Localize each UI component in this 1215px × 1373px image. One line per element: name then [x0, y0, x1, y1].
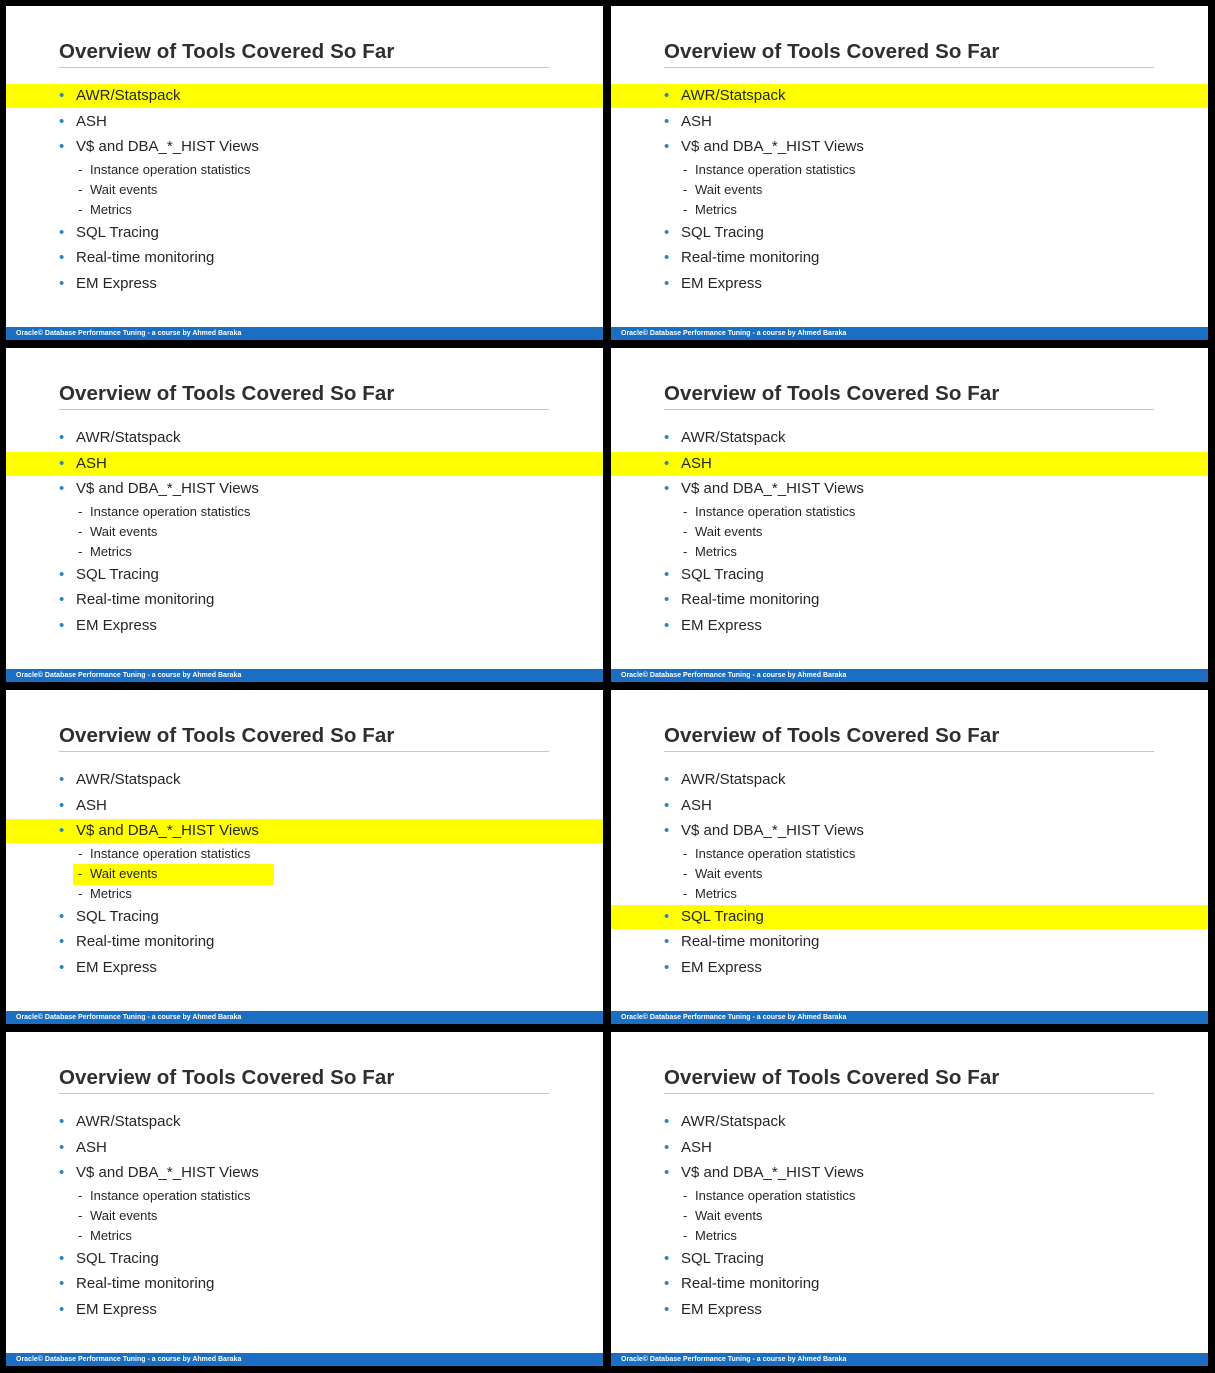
- bullet-item: [611, 930, 1208, 954]
- footer-text: Oracle© Database Performance Tuning - a course by Ahmed Baraka: [621, 1356, 847, 1363]
- slide-title: Overview of Tools Covered So Far: [664, 724, 1000, 747]
- bullet-item: [6, 1298, 603, 1322]
- bullet-label: EM Express: [76, 1301, 157, 1318]
- footer-text: Oracle© Database Performance Tuning - a course by Ahmed Baraka: [16, 672, 242, 679]
- sub-bullet-item: [73, 522, 274, 543]
- bullet-label: V$ and DBA_*_HIST Views: [76, 822, 259, 839]
- footer-text: Oracle© Database Performance Tuning - a course by Ahmed Baraka: [16, 330, 242, 337]
- bullet-dot-icon: •: [59, 591, 65, 608]
- bullet-label: ASH: [76, 797, 107, 814]
- bullet-label: EM Express: [681, 275, 762, 292]
- sub-bullet-label: Instance operation statistics: [90, 504, 251, 519]
- sub-bullet-item: [73, 502, 274, 523]
- footer-text: Oracle© Database Performance Tuning - a course by Ahmed Baraka: [16, 1356, 242, 1363]
- footer-bar: [6, 327, 603, 340]
- bullet-item: [611, 1110, 1208, 1134]
- bullet-label: V$ and DBA_*_HIST Views: [681, 1164, 864, 1181]
- footer-bar: [6, 1011, 603, 1024]
- bullet-dot-icon: •: [664, 1164, 670, 1181]
- sub-bullet-label: Instance operation statistics: [695, 504, 856, 519]
- dash-icon: -: [78, 1188, 83, 1203]
- bullet-item: [611, 956, 1208, 980]
- bullet-dot-icon: •: [664, 138, 670, 155]
- bullet-label: AWR/Statspack: [76, 87, 181, 104]
- dash-icon: -: [78, 1228, 83, 1243]
- bullet-dot-icon: •: [664, 429, 670, 446]
- title-divider: [664, 67, 1154, 68]
- dash-icon: -: [78, 846, 83, 861]
- bullet-item: [611, 221, 1208, 245]
- bullet-dot-icon: •: [59, 1139, 65, 1156]
- bullet-dot-icon: •: [59, 275, 65, 292]
- slide-title: Overview of Tools Covered So Far: [664, 382, 1000, 405]
- sub-bullet-label: Wait events: [90, 866, 158, 881]
- title-divider: [59, 1093, 549, 1094]
- dash-icon: -: [78, 524, 83, 539]
- dash-icon: -: [78, 544, 83, 559]
- bullet-dot-icon: •: [664, 933, 670, 950]
- bullet-dot-icon: •: [59, 1113, 65, 1130]
- slide-title: Overview of Tools Covered So Far: [59, 40, 395, 63]
- sub-bullet-item: [678, 844, 879, 865]
- bullet-label: SQL Tracing: [76, 908, 159, 925]
- bullet-dot-icon: •: [59, 249, 65, 266]
- bullet-label: SQL Tracing: [681, 1250, 764, 1267]
- bullet-item: [611, 246, 1208, 270]
- bullet-label: AWR/Statspack: [681, 87, 786, 104]
- bullet-dot-icon: •: [664, 959, 670, 976]
- bullet-item: [611, 1161, 1208, 1185]
- title-divider: [664, 751, 1154, 752]
- slide-title: Overview of Tools Covered So Far: [664, 40, 1000, 63]
- sub-bullet-label: Metrics: [90, 202, 132, 217]
- bullet-item: [611, 110, 1208, 134]
- bullet-item: [6, 426, 603, 450]
- bullet-label: SQL Tracing: [681, 908, 764, 925]
- sub-bullet-label: Instance operation statistics: [90, 1188, 251, 1203]
- bullet-dot-icon: •: [664, 908, 670, 925]
- bullet-label: AWR/Statspack: [681, 1113, 786, 1130]
- footer-text: Oracle© Database Performance Tuning - a course by Ahmed Baraka: [16, 1014, 242, 1021]
- bullet-dot-icon: •: [664, 275, 670, 292]
- bullet-dot-icon: •: [59, 1301, 65, 1318]
- bullet-dot-icon: •: [664, 1275, 670, 1292]
- footer-bar: [611, 1011, 1208, 1024]
- sub-bullet-item: [678, 200, 879, 221]
- sub-bullet-item: [678, 864, 879, 885]
- bullet-item: [6, 956, 603, 980]
- bullet-dot-icon: •: [59, 138, 65, 155]
- sub-bullet-item: [73, 864, 274, 885]
- bullet-label: Real-time monitoring: [681, 249, 820, 266]
- bullet-label: EM Express: [681, 959, 762, 976]
- bullet-label: EM Express: [76, 617, 157, 634]
- dash-icon: -: [683, 866, 688, 881]
- dash-icon: -: [78, 866, 83, 881]
- bullet-dot-icon: •: [664, 224, 670, 241]
- dash-icon: -: [683, 1228, 688, 1243]
- bullet-item: [6, 905, 603, 929]
- bullet-label: EM Express: [76, 275, 157, 292]
- sub-bullet-label: Instance operation statistics: [695, 1188, 856, 1203]
- title-divider: [664, 409, 1154, 410]
- bullet-item: [6, 1161, 603, 1185]
- bullet-dot-icon: •: [664, 113, 670, 130]
- sub-bullet-item: [73, 844, 274, 865]
- bullet-label: SQL Tracing: [76, 566, 159, 583]
- bullet-label: EM Express: [76, 959, 157, 976]
- footer-bar: [6, 669, 603, 682]
- sub-bullet-item: [678, 542, 879, 563]
- bullet-item: [6, 84, 603, 108]
- bullet-dot-icon: •: [59, 933, 65, 950]
- sub-bullet-item: [678, 1206, 879, 1227]
- bullet-item: [611, 819, 1208, 843]
- bullet-dot-icon: •: [59, 797, 65, 814]
- bullet-label: ASH: [681, 797, 712, 814]
- dash-icon: -: [683, 1188, 688, 1203]
- dash-icon: -: [683, 524, 688, 539]
- bullet-dot-icon: •: [664, 1113, 670, 1130]
- sub-bullet-label: Metrics: [90, 886, 132, 901]
- bullet-label: SQL Tracing: [76, 1250, 159, 1267]
- bullet-label: ASH: [681, 1139, 712, 1156]
- title-divider: [59, 409, 549, 410]
- bullet-item: [6, 477, 603, 501]
- bullet-label: V$ and DBA_*_HIST Views: [76, 138, 259, 155]
- bullet-item: [6, 246, 603, 270]
- bullet-label: V$ and DBA_*_HIST Views: [681, 138, 864, 155]
- bullet-dot-icon: •: [664, 249, 670, 266]
- bullet-dot-icon: •: [59, 429, 65, 446]
- slide-panel: [6, 348, 603, 682]
- bullet-dot-icon: •: [664, 822, 670, 839]
- bullet-dot-icon: •: [664, 1301, 670, 1318]
- footer-bar: [6, 1353, 603, 1366]
- bullet-label: AWR/Statspack: [76, 1113, 181, 1130]
- sub-bullet-item: [73, 1186, 274, 1207]
- bullet-dot-icon: •: [59, 455, 65, 472]
- sub-bullet-item: [73, 200, 274, 221]
- dash-icon: -: [683, 544, 688, 559]
- bullet-label: Real-time monitoring: [76, 591, 215, 608]
- bullet-item: [611, 1272, 1208, 1296]
- bullet-label: AWR/Statspack: [681, 429, 786, 446]
- bullet-label: V$ and DBA_*_HIST Views: [76, 480, 259, 497]
- bullet-item: [6, 768, 603, 792]
- bullet-item: [6, 819, 603, 843]
- bullet-label: ASH: [681, 113, 712, 130]
- bullet-label: SQL Tracing: [76, 224, 159, 241]
- bullet-label: ASH: [76, 1139, 107, 1156]
- bullet-label: SQL Tracing: [681, 224, 764, 241]
- sub-bullet-item: [678, 522, 879, 543]
- bullet-label: Real-time monitoring: [681, 933, 820, 950]
- bullet-item: [6, 221, 603, 245]
- sub-bullet-label: Metrics: [695, 202, 737, 217]
- sub-bullet-item: [73, 1226, 274, 1247]
- bullet-dot-icon: •: [664, 797, 670, 814]
- bullet-dot-icon: •: [664, 771, 670, 788]
- bullet-dot-icon: •: [59, 771, 65, 788]
- slide-panel: [611, 690, 1208, 1024]
- bullet-label: Real-time monitoring: [681, 1275, 820, 1292]
- sub-bullet-label: Instance operation statistics: [695, 162, 856, 177]
- title-divider: [59, 67, 549, 68]
- bullet-dot-icon: •: [664, 455, 670, 472]
- sub-bullet-label: Metrics: [90, 544, 132, 559]
- bullet-dot-icon: •: [59, 224, 65, 241]
- bullet-label: V$ and DBA_*_HIST Views: [681, 480, 864, 497]
- footer-bar: [611, 327, 1208, 340]
- bullet-item: [611, 794, 1208, 818]
- sub-bullet-label: Wait events: [695, 182, 763, 197]
- sub-bullet-item: [73, 884, 274, 905]
- sub-bullet-item: [678, 1226, 879, 1247]
- bullet-item: [6, 794, 603, 818]
- bullet-label: AWR/Statspack: [76, 771, 181, 788]
- bullet-item: [6, 614, 603, 638]
- slide-title: Overview of Tools Covered So Far: [59, 382, 395, 405]
- dash-icon: -: [683, 846, 688, 861]
- footer-text: Oracle© Database Performance Tuning - a course by Ahmed Baraka: [621, 1014, 847, 1021]
- bullet-item: [6, 272, 603, 296]
- sub-bullet-label: Wait events: [90, 1208, 158, 1223]
- sub-bullet-label: Wait events: [695, 866, 763, 881]
- sub-bullet-label: Instance operation statistics: [90, 846, 251, 861]
- bullet-dot-icon: •: [59, 959, 65, 976]
- bullet-label: SQL Tracing: [681, 566, 764, 583]
- bullet-item: [611, 272, 1208, 296]
- bullet-item: [6, 1136, 603, 1160]
- bullet-dot-icon: •: [664, 591, 670, 608]
- sub-bullet-label: Metrics: [90, 1228, 132, 1243]
- bullet-item: [611, 426, 1208, 450]
- bullet-item: [6, 930, 603, 954]
- bullet-dot-icon: •: [664, 566, 670, 583]
- bullet-dot-icon: •: [664, 617, 670, 634]
- sub-bullet-item: [678, 160, 879, 181]
- dash-icon: -: [683, 182, 688, 197]
- dash-icon: -: [78, 886, 83, 901]
- bullet-item: [6, 588, 603, 612]
- bullet-item: [611, 1136, 1208, 1160]
- bullet-item: [611, 563, 1208, 587]
- bullet-label: Real-time monitoring: [76, 249, 215, 266]
- bullet-dot-icon: •: [664, 1250, 670, 1267]
- bullet-item: [611, 135, 1208, 159]
- bullet-item: [611, 477, 1208, 501]
- bullet-item: [611, 588, 1208, 612]
- dash-icon: -: [683, 1208, 688, 1223]
- bullet-dot-icon: •: [664, 480, 670, 497]
- sub-bullet-label: Instance operation statistics: [695, 846, 856, 861]
- bullet-label: EM Express: [681, 617, 762, 634]
- footer-bar: [611, 1353, 1208, 1366]
- bullet-label: Real-time monitoring: [76, 933, 215, 950]
- sub-bullet-item: [678, 1186, 879, 1207]
- bullet-dot-icon: •: [59, 822, 65, 839]
- title-divider: [59, 751, 549, 752]
- bullet-item: [6, 110, 603, 134]
- bullet-label: ASH: [681, 455, 712, 472]
- bullet-item: [6, 563, 603, 587]
- dash-icon: -: [78, 504, 83, 519]
- dash-icon: -: [683, 162, 688, 177]
- slide-panel: [6, 690, 603, 1024]
- bullet-label: AWR/Statspack: [76, 429, 181, 446]
- sub-bullet-item: [678, 502, 879, 523]
- sub-bullet-label: Wait events: [90, 524, 158, 539]
- dash-icon: -: [683, 202, 688, 217]
- sub-bullet-label: Instance operation statistics: [90, 162, 251, 177]
- bullet-dot-icon: •: [59, 1164, 65, 1181]
- bullet-dot-icon: •: [59, 566, 65, 583]
- footer-bar: [611, 669, 1208, 682]
- slide-title: Overview of Tools Covered So Far: [59, 724, 395, 747]
- bullet-label: ASH: [76, 455, 107, 472]
- sub-bullet-label: Wait events: [695, 524, 763, 539]
- bullet-item: [611, 84, 1208, 108]
- slide-panel: [6, 1032, 603, 1366]
- bullet-item: [6, 135, 603, 159]
- bullet-label: AWR/Statspack: [681, 771, 786, 788]
- bullet-label: Real-time monitoring: [681, 591, 820, 608]
- bullet-dot-icon: •: [59, 617, 65, 634]
- slide-panel: [611, 1032, 1208, 1366]
- slide-panel: [611, 6, 1208, 340]
- bullet-item: [6, 1110, 603, 1134]
- sub-bullet-item: [73, 1206, 274, 1227]
- sub-bullet-item: [73, 160, 274, 181]
- dash-icon: -: [78, 202, 83, 217]
- dash-icon: -: [683, 504, 688, 519]
- sub-bullet-item: [678, 180, 879, 201]
- bullet-item: [611, 905, 1208, 929]
- slide-panel: [611, 348, 1208, 682]
- slide-title: Overview of Tools Covered So Far: [664, 1066, 1000, 1089]
- bullet-label: EM Express: [681, 1301, 762, 1318]
- bullet-dot-icon: •: [59, 908, 65, 925]
- bullet-item: [6, 452, 603, 476]
- sub-bullet-label: Wait events: [695, 1208, 763, 1223]
- bullet-item: [611, 1298, 1208, 1322]
- sub-bullet-item: [73, 180, 274, 201]
- dash-icon: -: [78, 1208, 83, 1223]
- dash-icon: -: [78, 162, 83, 177]
- bullet-dot-icon: •: [59, 1250, 65, 1267]
- bullet-dot-icon: •: [59, 480, 65, 497]
- bullet-dot-icon: •: [664, 1139, 670, 1156]
- bullet-item: [6, 1247, 603, 1271]
- bullet-item: [611, 452, 1208, 476]
- dash-icon: -: [78, 182, 83, 197]
- sub-bullet-label: Metrics: [695, 886, 737, 901]
- bullet-item: [611, 768, 1208, 792]
- footer-text: Oracle© Database Performance Tuning - a course by Ahmed Baraka: [621, 330, 847, 337]
- dash-icon: -: [683, 886, 688, 901]
- sub-bullet-label: Metrics: [695, 1228, 737, 1243]
- sub-bullet-label: Metrics: [695, 544, 737, 559]
- bullet-dot-icon: •: [59, 87, 65, 104]
- bullet-dot-icon: •: [664, 87, 670, 104]
- bullet-label: Real-time monitoring: [76, 1275, 215, 1292]
- footer-text: Oracle© Database Performance Tuning - a course by Ahmed Baraka: [621, 672, 847, 679]
- bullet-label: ASH: [76, 113, 107, 130]
- bullet-dot-icon: •: [59, 113, 65, 130]
- slide-title: Overview of Tools Covered So Far: [59, 1066, 395, 1089]
- title-divider: [664, 1093, 1154, 1094]
- sub-bullet-item: [73, 542, 274, 563]
- bullet-label: V$ and DBA_*_HIST Views: [76, 1164, 259, 1181]
- bullet-label: V$ and DBA_*_HIST Views: [681, 822, 864, 839]
- sub-bullet-item: [678, 884, 879, 905]
- slide-panel: [6, 6, 603, 340]
- bullet-dot-icon: •: [59, 1275, 65, 1292]
- bullet-item: [611, 614, 1208, 638]
- bullet-item: [6, 1272, 603, 1296]
- sub-bullet-label: Wait events: [90, 182, 158, 197]
- bullet-item: [611, 1247, 1208, 1271]
